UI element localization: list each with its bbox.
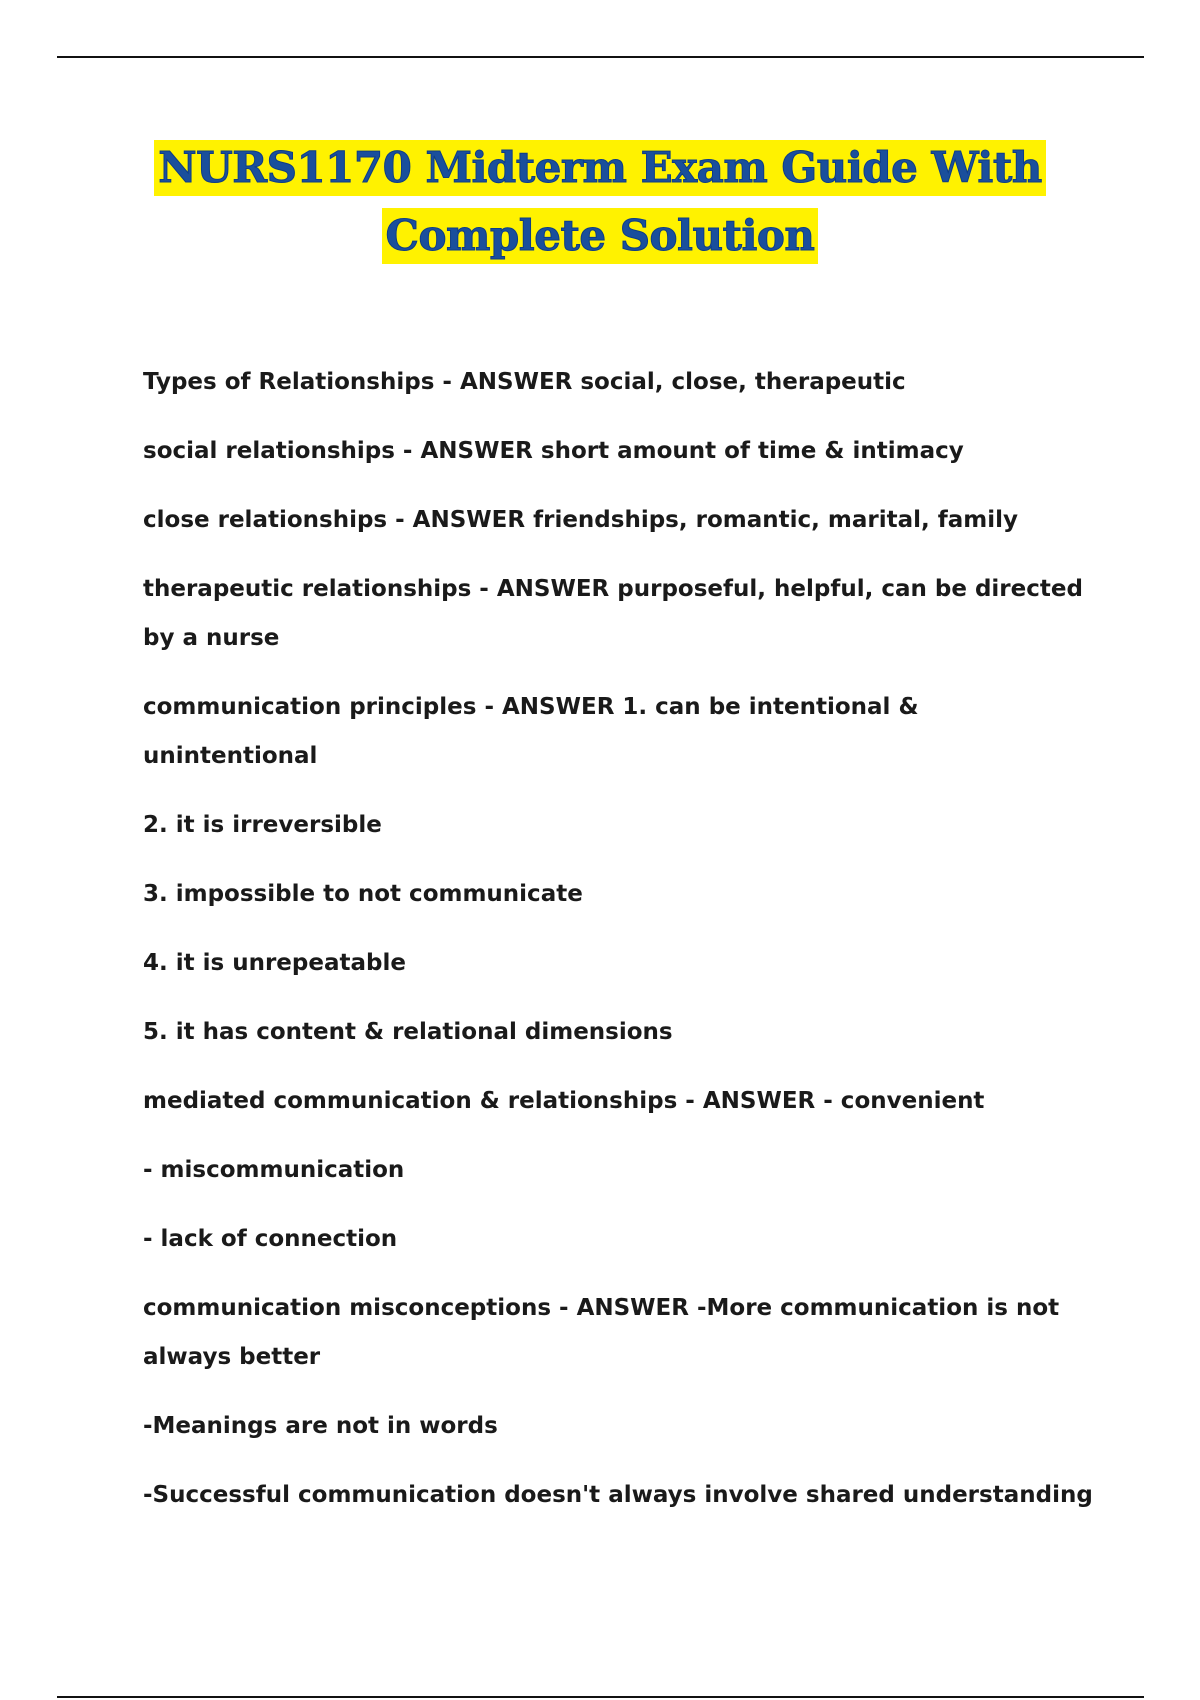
qa-line: therapeutic relationships - ANSWER purposeful, helpful, can be directed by a nurse — [143, 576, 1083, 651]
list-line: - miscommunication — [143, 1157, 405, 1183]
list-line: -Successful communication doesn't always involve shared understanding — [143, 1482, 1093, 1508]
qa-line: close relationships - ANSWER friendships, romantic, marital, family — [143, 507, 1018, 533]
list-line: 5. it has content & relational dimensions — [143, 1019, 673, 1045]
title-line-2: Complete Solution — [382, 208, 819, 264]
title-line-1: NURS1170 Midterm Exam Guide With — [154, 140, 1046, 196]
list-line: 2. it is irreversible — [143, 812, 382, 838]
qa-line: communication misconceptions - ANSWER -More communication is not always better — [143, 1295, 1060, 1370]
document-body — [143, 358, 1093, 1540]
footer-rule — [57, 1696, 1144, 1698]
qa-line: Types of Relationships - ANSWER social, close, therapeutic — [143, 369, 906, 395]
list-line: -Meanings are not in words — [143, 1413, 498, 1439]
document-title — [0, 140, 1200, 276]
header-rule — [57, 56, 1144, 58]
list-line: - lack of connection — [143, 1226, 398, 1252]
list-line: 4. it is unrepeatable — [143, 950, 406, 976]
list-line: 3. impossible to not communicate — [143, 881, 583, 907]
qa-line: communication principles - ANSWER 1. can be intentional & unintentional — [143, 694, 919, 769]
qa-line: social relationships - ANSWER short amount of time & intimacy — [143, 438, 964, 464]
qa-line: mediated communication & relationships - ANSWER - convenient — [143, 1088, 985, 1114]
